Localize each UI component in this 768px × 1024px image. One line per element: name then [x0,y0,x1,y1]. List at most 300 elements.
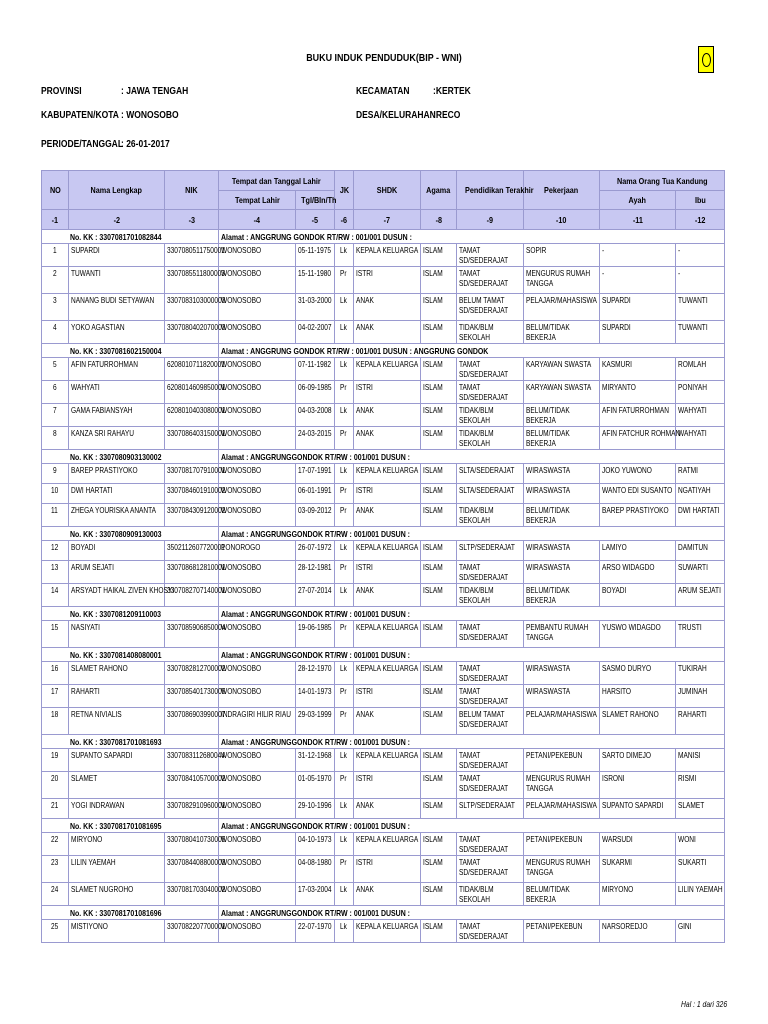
cell-ayah: MIRYANTO [600,381,676,404]
cell-ibu: GINI [676,920,725,943]
kk-group-row [42,735,725,749]
cell-nik: 3502112607720001 [165,541,219,561]
cell-pendidikan: TIDAK/BLM SEKOLAH [457,584,524,607]
cell-pekerjaan: PELAJAR/MAHASISWA [524,799,600,819]
document-title: BUKU INDUK PENDUDUK(BIP - WNI) [306,52,462,64]
cell-tgl: 04-10-1973 [296,833,335,856]
population-table [41,170,725,943]
cell-ibu: SUWARTI [676,561,725,584]
cell-jk: Pr [335,621,354,648]
cell-tgl: 15-11-1980 [296,267,335,294]
cell-agama: ISLAM [421,427,457,450]
cell-tempat: WONOSOBO [219,294,296,321]
cell-tgl: 29-03-1999 [296,708,335,735]
cell-nama: RAHARTI [69,685,165,708]
table-row [42,464,725,484]
cell-tgl: 19-06-1985 [296,621,335,648]
cell-pendidikan: SLTA/SEDERAJAT [457,484,524,504]
cell-agama: ISLAM [421,833,457,856]
cell-jk: Pr [335,856,354,883]
cell-jk: Lk [335,662,354,685]
cell-agama: ISLAM [421,484,457,504]
cell-pekerjaan: BELUM/TIDAK BEKERJA [524,321,600,344]
cell-jk: Pr [335,685,354,708]
cell-pendidikan: BELUM TAMAT SD/SEDERAJAT [457,294,524,321]
cell-nik: 3307080511750001 [165,244,219,267]
cell-ayah: LAMIYO [600,541,676,561]
cell-shdk: KEPALA KELUARGA [354,833,421,856]
cell-jk: Lk [335,404,354,427]
column-number: -6 [335,210,354,230]
cell-pekerjaan: SOPIR [524,244,600,267]
cell-ayah: JOKO YUWONO [600,464,676,484]
cell-tempat: WONOSOBO [219,833,296,856]
cell-pendidikan: SLTP/SEDERAJAT [457,799,524,819]
column-number: -12 [676,210,725,230]
cell-tempat: WONOSOBO [219,267,296,294]
cell-no: 10 [42,484,69,504]
cell-ibu: SLAMET [676,799,725,819]
cell-ibu: DAMITUN [676,541,725,561]
cell-nama: YOKO AGASTIAN [69,321,165,344]
column-number: -8 [421,210,457,230]
table-row [42,484,725,504]
cell-ibu: PONIYAH [676,381,725,404]
cell-jk: Lk [335,244,354,267]
cell-nama: MIRYONO [69,833,165,856]
cell-agama: ISLAM [421,584,457,607]
cell-pekerjaan: BELUM/TIDAK BEKERJA [524,883,600,906]
cell-jk: Pr [335,381,354,404]
cell-pekerjaan: WIRASWASTA [524,484,600,504]
cell-nik: 3307086903990007 [165,708,219,735]
cell-jk: Lk [335,749,354,772]
header-nik: NIK [165,171,219,210]
cell-nik: 6208010711820001 [165,358,219,381]
header-nama: Nama Lengkap [69,171,165,210]
cell-shdk: ANAK [354,321,421,344]
cell-nama: LILIN YAEMAH [69,856,165,883]
kk-number: No. KK : 3307081209110003 [42,607,219,621]
cell-tempat: WONOSOBO [219,484,296,504]
cell-tgl: 26-07-1972 [296,541,335,561]
header-jk: JK [335,171,354,210]
table-row [42,267,725,294]
kk-group-row [42,450,725,464]
cell-ibu: WAHYATI [676,404,725,427]
cell-pekerjaan: PELAJAR/MAHASISWA [524,708,600,735]
cell-ayah: MIRYONO [600,883,676,906]
cell-pendidikan: TIDAK/BLM SEKOLAH [457,883,524,906]
cell-ayah: WARSUDI [600,833,676,856]
cell-no: 9 [42,464,69,484]
cell-no: 18 [42,708,69,735]
cell-pendidikan: SLTP/SEDERAJAT [457,541,524,561]
kk-group-row [42,527,725,541]
cell-no: 11 [42,504,69,527]
cell-nama: SLAMET [69,772,165,799]
cell-ayah: YUSWO WIDAGDO [600,621,676,648]
cell-tempat: WONOSOBO [219,244,296,267]
cell-ayah: SUKARMI [600,856,676,883]
cell-jk: Lk [335,833,354,856]
kk-group-row [42,344,725,358]
cell-shdk: ISTRI [354,381,421,404]
cell-ibu: WONI [676,833,725,856]
cell-pendidikan: TIDAK/BLM SEKOLAH [457,404,524,427]
cell-tgl: 04-08-1980 [296,856,335,883]
cell-tgl: 17-03-2004 [296,883,335,906]
cell-nik: 3307084408800003 [165,856,219,883]
kk-address: Alamat : ANGGRUNGGONDOK RT/RW : 001/001 DUSUN : [219,819,725,833]
column-number: -10 [524,210,600,230]
cell-nik: 3307082707140001 [165,584,219,607]
cell-pendidikan: BELUM TAMAT SD/SEDERAJAT [457,708,524,735]
desa-label: DESA/KELURAHAN [356,110,436,121]
cell-agama: ISLAM [421,662,457,685]
page-footer: Hal : 1 dari 326 [681,1000,728,1009]
cell-nama: SUPANTO SAPARDI [69,749,165,772]
cell-nama: ARSYADT HAIKAL ZIVEN KHOSYI [69,584,165,607]
cell-pekerjaan: BELUM/TIDAK BEKERJA [524,427,600,450]
cell-ayah: BAREP PRASTIYOKO [600,504,676,527]
cell-jk: Lk [335,321,354,344]
cell-ibu: TRUSTI [676,621,725,648]
cell-tempat: WONOSOBO [219,504,296,527]
cell-nik: 3307084601910002 [165,484,219,504]
table-row [42,621,725,648]
cell-nik: 3307086403150001 [165,427,219,450]
cell-nama: TUWANTI [69,267,165,294]
cell-tempat: WONOSOBO [219,464,296,484]
cell-tgl: 07-11-1982 [296,358,335,381]
cell-nik: 3307081703040002 [165,883,219,906]
kk-number: No. KK : 3307081701081696 [42,906,219,920]
cell-pekerjaan: MENGURUS RUMAH TANGGA [524,856,600,883]
cell-ibu: - [676,267,725,294]
cell-nama: ARUM SEJATI [69,561,165,584]
cell-tgl: 17-07-1991 [296,464,335,484]
cell-shdk: ISTRI [354,856,421,883]
kk-group-row [42,607,725,621]
kk-number: No. KK : 3307081701081693 [42,735,219,749]
cell-nama: WAHYATI [69,381,165,404]
cell-agama: ISLAM [421,294,457,321]
cell-nik: 3307082812700002 [165,662,219,685]
cell-agama: ISLAM [421,883,457,906]
cell-ibu: MANISI [676,749,725,772]
column-number: -9 [457,210,524,230]
cell-ayah: ARSO WIDAGDO [600,561,676,584]
kk-address: Alamat : ANGGRUNGGONDOK RT/RW : 001/001 DUSUN : [219,906,725,920]
column-number: -1 [42,210,69,230]
cell-pendidikan: TAMAT SD/SEDERAJAT [457,267,524,294]
cell-tempat: INDRAGIRI HILIR RIAU [219,708,296,735]
cell-agama: ISLAM [421,504,457,527]
cell-agama: ISLAM [421,920,457,943]
cell-tgl: 31-12-1968 [296,749,335,772]
cell-agama: ISLAM [421,561,457,584]
table-row [42,883,725,906]
cell-no: 24 [42,883,69,906]
table-row [42,662,725,685]
cell-tgl: 27-07-2014 [296,584,335,607]
cell-no: 3 [42,294,69,321]
cell-tempat: WONOSOBO [219,584,296,607]
cell-shdk: ISTRI [354,561,421,584]
cell-no: 17 [42,685,69,708]
cell-ibu: JUMINAH [676,685,725,708]
cell-tgl: 29-10-1996 [296,799,335,819]
cell-pendidikan: TAMAT SD/SEDERAJAT [457,244,524,267]
cell-ayah: BOYADI [600,584,676,607]
cell-pekerjaan: PETANI/PEKEBUN [524,749,600,772]
kk-number: No. KK : 3307081701081695 [42,819,219,833]
cell-tempat: WONOSOBO [219,561,296,584]
table-row [42,799,725,819]
cell-pekerjaan: WIRASWASTA [524,561,600,584]
cell-jk: Lk [335,883,354,906]
cell-nama: AFIN FATURROHMAN [69,358,165,381]
cell-shdk: ISTRI [354,685,421,708]
cell-jk: Pr [335,561,354,584]
kk-address: Alamat : ANGGRUNG GONDOK RT/RW : 001/001 DUSUN : [219,230,725,244]
column-number: -4 [219,210,296,230]
cell-agama: ISLAM [421,749,457,772]
cell-agama: ISLAM [421,321,457,344]
cell-pekerjaan: WIRASWASTA [524,541,600,561]
column-number: -7 [354,210,421,230]
cell-nama: NANANG BUDI SETYAWAN [69,294,165,321]
provinsi-label: PROVINSI [41,86,82,97]
cell-jk: Pr [335,708,354,735]
cell-tgl: 05-11-1975 [296,244,335,267]
cell-ibu: RAHARTI [676,708,725,735]
table-row [42,541,725,561]
kk-number: No. KK : 3307081602150004 [42,344,219,358]
table-row [42,404,725,427]
cell-nik: 6208010403080001 [165,404,219,427]
header-pekerjaan: Pekerjaan [524,171,600,210]
cell-tempat: WONOSOBO [219,883,296,906]
cell-nama: GAMA FABIANSYAH [69,404,165,427]
cell-no: 15 [42,621,69,648]
cell-pekerjaan: PELAJAR/MAHASISWA [524,294,600,321]
cell-pendidikan: TAMAT SD/SEDERAJAT [457,561,524,584]
cell-nik: 3307086812810001 [165,561,219,584]
cell-tgl: 06-01-1991 [296,484,335,504]
cell-pendidikan: TAMAT SD/SEDERAJAT [457,833,524,856]
cell-ibu: TUWANTI [676,294,725,321]
table-row [42,561,725,584]
cell-tempat: WONOSOBO [219,920,296,943]
cell-jk: Lk [335,464,354,484]
cell-ayah: - [600,267,676,294]
cell-ayah: HARSITO [600,685,676,708]
cell-agama: ISLAM [421,621,457,648]
kk-number: No. KK : 3307080903130002 [42,450,219,464]
kk-address: Alamat : ANGGRUNGGONDOK RT/RW : 001/001 DUSUN : [219,450,725,464]
cell-shdk: ANAK [354,708,421,735]
cell-jk: Lk [335,799,354,819]
cell-ibu: RATMI [676,464,725,484]
cell-nik: 3307084105700002 [165,772,219,799]
cell-no: 13 [42,561,69,584]
cell-ibu: ARUM SEJATI [676,584,725,607]
cell-jk: Lk [335,584,354,607]
kk-number: No. KK : 3307081408080001 [42,648,219,662]
provinsi-value: : JAWA TENGAH [121,86,189,97]
table-row [42,749,725,772]
cell-tgl: 22-07-1970 [296,920,335,943]
cell-no: 12 [42,541,69,561]
cell-tgl: 14-01-1973 [296,685,335,708]
cell-ibu: DWI HARTATI [676,504,725,527]
header-shdk: SHDK [354,171,421,210]
cell-ayah: SARTO DIMEJO [600,749,676,772]
cell-ayah: AFIN FATURROHMAN [600,404,676,427]
table-row [42,584,725,607]
kk-address: Alamat : ANGGRUNGGONDOK RT/RW : 001/001 DUSUN : [219,607,725,621]
cell-pekerjaan: PETANI/PEKEBUN [524,920,600,943]
kabupaten-value: : WONOSOBO [121,110,179,121]
cell-tempat: WONOSOBO [219,381,296,404]
kk-group-row [42,230,725,244]
cell-nama: DWI HARTATI [69,484,165,504]
kk-group-row [42,906,725,920]
cell-shdk: KEPALA KELUARGA [354,541,421,561]
kabupaten-label: KABUPATEN/KOTA [41,110,119,121]
cell-shdk: KEPALA KELUARGA [354,464,421,484]
logo-icon [698,46,714,73]
cell-pekerjaan: WIRASWASTA [524,464,600,484]
cell-nik: 3307080402070003 [165,321,219,344]
cell-shdk: KEPALA KELUARGA [354,920,421,943]
column-number: -3 [165,210,219,230]
cell-ibu: TUWANTI [676,321,725,344]
periode-label: PERIODE/TANGGAL [41,139,124,150]
cell-jk: Lk [335,294,354,321]
cell-jk: Lk [335,541,354,561]
table-row [42,833,725,856]
cell-ayah: SLAMET RAHONO [600,708,676,735]
cell-nama: YOGI INDRAWAN [69,799,165,819]
table-row [42,381,725,404]
cell-tempat: WONOSOBO [219,856,296,883]
cell-pekerjaan: BELUM/TIDAK BEKERJA [524,504,600,527]
cell-tempat: PONOROGO [219,541,296,561]
cell-nama: MISTIYONO [69,920,165,943]
cell-pekerjaan: WIRASWASTA [524,685,600,708]
cell-ayah: AFIN FATCHUR ROHMAN [600,427,676,450]
header-tempat: Tempat Lahir [219,191,296,210]
cell-tempat: WONOSOBO [219,799,296,819]
cell-pekerjaan: KARYAWAN SWASTA [524,381,600,404]
header-tgl: Tgl/Bln/Th [296,191,335,210]
column-number: -5 [296,210,335,230]
cell-no: 14 [42,584,69,607]
cell-no: 2 [42,267,69,294]
header-agama: Agama [421,171,457,210]
cell-nama: SUPARDI [69,244,165,267]
cell-ibu: ROMLAH [676,358,725,381]
cell-no: 25 [42,920,69,943]
cell-tempat: WONOSOBO [219,749,296,772]
cell-agama: ISLAM [421,685,457,708]
cell-no: 7 [42,404,69,427]
table-row [42,772,725,799]
cell-shdk: ANAK [354,427,421,450]
table-row [42,920,725,943]
cell-pendidikan: TAMAT SD/SEDERAJAT [457,856,524,883]
cell-nik: 6208014609850001 [165,381,219,404]
cell-ayah: ISRONI [600,772,676,799]
cell-tempat: WONOSOBO [219,772,296,799]
cell-nama: SLAMET RAHONO [69,662,165,685]
cell-tempat: WONOSOBO [219,358,296,381]
cell-shdk: KEPALA KELUARGA [354,621,421,648]
cell-tgl: 24-03-2015 [296,427,335,450]
column-number: -11 [600,210,676,230]
cell-no: 5 [42,358,69,381]
cell-ibu: WAHYATI [676,427,725,450]
cell-ayah: SUPARDI [600,321,676,344]
cell-shdk: ISTRI [354,267,421,294]
table-body [42,230,725,943]
cell-shdk: ANAK [354,504,421,527]
cell-nama: BAREP PRASTIYOKO [69,464,165,484]
cell-no: 20 [42,772,69,799]
cell-no: 23 [42,856,69,883]
cell-no: 4 [42,321,69,344]
cell-tempat: WONOSOBO [219,321,296,344]
cell-tgl: 06-09-1985 [296,381,335,404]
cell-jk: Lk [335,358,354,381]
cell-nik: 3307082207700001 [165,920,219,943]
cell-shdk: ANAK [354,404,421,427]
cell-agama: ISLAM [421,244,457,267]
kk-number: No. KK : 3307080909130003 [42,527,219,541]
cell-ibu: TUKIRAH [676,662,725,685]
cell-shdk: ISTRI [354,484,421,504]
cell-ibu: SUKARTI [676,856,725,883]
cell-pendidikan: TIDAK/BLM SEKOLAH [457,427,524,450]
cell-pekerjaan: PEMBANTU RUMAH TANGGA [524,621,600,648]
cell-no: 1 [42,244,69,267]
cell-shdk: KEPALA KELUARGA [354,244,421,267]
cell-pekerjaan: BELUM/TIDAK BEKERJA [524,404,600,427]
cell-nik: 3307080410730005 [165,833,219,856]
cell-nama: NASIYATI [69,621,165,648]
cell-nama: ZHEGA YOURISKA ANANTA [69,504,165,527]
cell-pendidikan: TAMAT SD/SEDERAJAT [457,920,524,943]
cell-nama: BOYADI [69,541,165,561]
cell-jk: Pr [335,484,354,504]
header-ortu: Nama Orang Tua Kandung [600,171,725,191]
desa-value: :RECO [433,110,461,121]
kk-group-row [42,819,725,833]
cell-pendidikan: SLTA/SEDERAJAT [457,464,524,484]
cell-ayah: SASMO DURYO [600,662,676,685]
cell-agama: ISLAM [421,541,457,561]
cell-pendidikan: TIDAK/BLM SEKOLAH [457,504,524,527]
cell-nik: 3307085401730005 [165,685,219,708]
cell-jk: Pr [335,427,354,450]
cell-jk: Pr [335,267,354,294]
cell-shdk: ANAK [354,883,421,906]
cell-nik: 3307083103000003 [165,294,219,321]
cell-ayah: WANTO EDI SUSANTO [600,484,676,504]
